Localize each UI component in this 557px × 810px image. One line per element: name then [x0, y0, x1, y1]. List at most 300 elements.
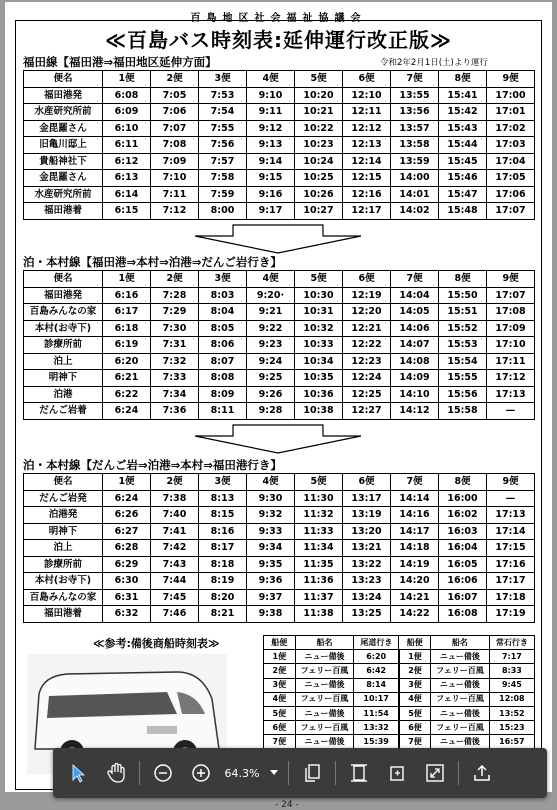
- departure-time: 17:18: [487, 589, 535, 606]
- stop-name: 泊上: [24, 540, 103, 557]
- departure-time: 7:32: [151, 353, 199, 370]
- route2-title: 泊・本村線【福田港⇒本村⇒泊港⇒だんご岩行き】: [23, 255, 282, 269]
- stop-name: 福田港発: [24, 287, 103, 304]
- table-row: [24, 120, 535, 137]
- departure-time: 14:09: [391, 370, 439, 387]
- departure-time: 7:11: [151, 186, 199, 203]
- departure-time: 9:16: [247, 186, 295, 203]
- departure-time: 10:35: [295, 370, 343, 387]
- zoom-out-icon[interactable]: [144, 754, 182, 792]
- departure-time: 8:15: [199, 507, 247, 524]
- departure-time: 16:06: [439, 573, 487, 590]
- departure-time: 16:08: [439, 606, 487, 623]
- departure-time: 9:15: [247, 170, 295, 187]
- departure-time: 17:03: [487, 137, 535, 154]
- select-arrow-icon[interactable]: [59, 754, 97, 792]
- departure-time: 10:33: [295, 337, 343, 354]
- departure-time: 8:00: [199, 203, 247, 220]
- departure-time: 7:08: [151, 137, 199, 154]
- departure-time: 8:11: [199, 403, 247, 420]
- column-header: 4便: [247, 71, 295, 88]
- table-row: [24, 104, 535, 121]
- departure-time: 6:13: [103, 170, 151, 187]
- departure-time: 8:13: [199, 490, 247, 507]
- ship-name: ニュー備後: [431, 678, 490, 692]
- departure-time: 9:20·: [247, 287, 295, 304]
- column-header: 常石行き: [489, 636, 534, 650]
- departure-time: 8:06: [199, 337, 247, 354]
- down-arrow-icon: [193, 424, 363, 454]
- departure-time: 6:20: [103, 353, 151, 370]
- departure-time: 17:15: [487, 540, 535, 557]
- departure-time: 9:37: [247, 589, 295, 606]
- departure-time: 6:10: [103, 120, 151, 137]
- ferry-trip: 5便: [399, 706, 431, 720]
- departure-time: 12:25: [343, 386, 391, 403]
- table-row: [24, 386, 535, 403]
- column-header: 1便: [103, 71, 151, 88]
- organization-name: 百島地区社会福祉協議会: [190, 13, 367, 24]
- departure-time: 17:07: [487, 203, 535, 220]
- departure-time: 9:35: [247, 556, 295, 573]
- departure-time: 17:06: [487, 186, 535, 203]
- departure-time: 6:15: [103, 203, 151, 220]
- departure-time: 7:30: [151, 320, 199, 337]
- ship-name: フェリー百風: [295, 692, 354, 706]
- table-row: [24, 287, 535, 304]
- table-row: [24, 523, 535, 540]
- departure-time: 8:20: [199, 589, 247, 606]
- departure-time: 9:36: [247, 573, 295, 590]
- departure-time: 6:17: [103, 304, 151, 321]
- ferry-time: 16:57: [489, 735, 534, 749]
- copy-icon[interactable]: [293, 754, 331, 792]
- departure-time: 9:33: [247, 523, 295, 540]
- departure-time: 10:32: [295, 320, 343, 337]
- departure-time: 14:19: [391, 556, 439, 573]
- departure-time: 16:05: [439, 556, 487, 573]
- ferry-trip: 3便: [399, 678, 431, 692]
- departure-time: 10:26: [295, 186, 343, 203]
- stop-name: 泊上: [24, 353, 103, 370]
- stop-name: 百島みんなの家: [24, 589, 103, 606]
- stop-name: 本村(お寺下): [24, 573, 103, 590]
- departure-time: 8:21: [199, 606, 247, 623]
- ship-name: ニュー備後: [431, 650, 490, 664]
- column-header: 5便: [295, 474, 343, 491]
- column-header: 便名: [24, 71, 103, 88]
- departure-time: 13:19: [343, 507, 391, 524]
- column-header: 8便: [439, 271, 487, 288]
- stop-name: 旧亀川邸上: [24, 137, 103, 154]
- departure-time: 6:21: [103, 370, 151, 387]
- ferry-trip: 5便: [264, 706, 296, 720]
- departure-time: 14:18: [391, 540, 439, 557]
- ferry-time: 6:42: [354, 664, 399, 678]
- table-row: [24, 556, 535, 573]
- stop-name: 金毘羅さん: [24, 120, 103, 137]
- table-row: [24, 186, 535, 203]
- departure-time: 6:19: [103, 337, 151, 354]
- departure-time: 12:10: [343, 87, 391, 104]
- route1-title: 福田線【福田港⇒福田地区延伸方面】: [23, 55, 217, 69]
- departure-time: 7:57: [199, 153, 247, 170]
- departure-time: 11:35: [295, 556, 343, 573]
- departure-time: 15:52: [439, 320, 487, 337]
- table-row: [264, 650, 535, 664]
- departure-time: 16:00: [439, 490, 487, 507]
- departure-time: 14:07: [391, 337, 439, 354]
- departure-time: 12:13: [343, 137, 391, 154]
- stop-name: 診療所前: [24, 337, 103, 354]
- table-row: [24, 589, 535, 606]
- departure-time: 6:24: [103, 403, 151, 420]
- column-header: 9便: [487, 71, 535, 88]
- route3-timetable: [23, 473, 535, 623]
- departure-time: 15:42: [439, 104, 487, 121]
- departure-time: 15:53: [439, 337, 487, 354]
- departure-time: 6:27: [103, 523, 151, 540]
- stop-name: 本村(お寺下): [24, 320, 103, 337]
- table-row: [24, 320, 535, 337]
- departure-time: 7:12: [151, 203, 199, 220]
- ferry-trip: 2便: [399, 664, 431, 678]
- departure-time: 13:58: [391, 137, 439, 154]
- departure-time: 17:11: [487, 353, 535, 370]
- column-header: 船便: [264, 636, 296, 650]
- departure-time: 10:27: [295, 203, 343, 220]
- departure-time: 15:44: [439, 137, 487, 154]
- table-row: [264, 735, 535, 749]
- ferry-time: 13:52: [489, 706, 534, 720]
- departure-time: 12:12: [343, 120, 391, 137]
- departure-time: 10:22: [295, 120, 343, 137]
- departure-time: 11:34: [295, 540, 343, 557]
- table-row: [24, 87, 535, 104]
- stop-name: 福田港着: [24, 606, 103, 623]
- departure-time: 17:07: [487, 287, 535, 304]
- column-header: 3便: [199, 474, 247, 491]
- departure-time: 7:43: [151, 556, 199, 573]
- departure-time: 14:22: [391, 606, 439, 623]
- column-header: 1便: [103, 271, 151, 288]
- ship-name: フェリー百風: [295, 664, 354, 678]
- departure-time: 16:04: [439, 540, 487, 557]
- column-header: 船名: [431, 636, 490, 650]
- departure-time: 9:13: [247, 137, 295, 154]
- departure-time: 9:34: [247, 540, 295, 557]
- departure-time: 7:42: [151, 540, 199, 557]
- table-row: [24, 507, 535, 524]
- departure-time: 12:19: [343, 287, 391, 304]
- departure-time: 7:31: [151, 337, 199, 354]
- departure-time: 6:12: [103, 153, 151, 170]
- departure-time: 8:16: [199, 523, 247, 540]
- ferry-time: 8:33: [489, 664, 534, 678]
- departure-time: 15:50: [439, 287, 487, 304]
- fullscreen-icon[interactable]: [416, 754, 454, 792]
- stop-name: 明神下: [24, 370, 103, 387]
- table-row: [24, 490, 535, 507]
- departure-time: 13:21: [343, 540, 391, 557]
- departure-time: 14:17: [391, 523, 439, 540]
- departure-time: 13:23: [343, 573, 391, 590]
- stop-name: 明神下: [24, 523, 103, 540]
- ferry-time: 7:17: [489, 650, 534, 664]
- departure-time: 14:12: [391, 403, 439, 420]
- ship-name: フェリー百風: [431, 692, 490, 706]
- departure-time: 14:01: [391, 186, 439, 203]
- departure-time: 7:40: [151, 507, 199, 524]
- departure-time: 7:09: [151, 153, 199, 170]
- departure-time: 9:17: [247, 203, 295, 220]
- route1-timetable: [23, 70, 535, 220]
- departure-time: 17:05: [487, 170, 535, 187]
- departure-time: 7:33: [151, 370, 199, 387]
- departure-time: 11:32: [295, 507, 343, 524]
- ferry-trip: 7便: [264, 735, 296, 749]
- departure-time: 10:21: [295, 104, 343, 121]
- column-header: 8便: [439, 71, 487, 88]
- stop-name: だんご岩発: [24, 490, 103, 507]
- departure-time: 9:28: [247, 403, 295, 420]
- departure-time: 15:47: [439, 186, 487, 203]
- column-header: 7便: [391, 474, 439, 491]
- ferry-trip: 7便: [399, 735, 431, 749]
- ferry-trip: 1便: [264, 650, 296, 664]
- ferry-time: 13:32: [354, 721, 399, 735]
- ferry-time: 6:20: [354, 650, 399, 664]
- departure-time: 6:31: [103, 589, 151, 606]
- departure-time: 13:56: [391, 104, 439, 121]
- departure-time: 7:46: [151, 606, 199, 623]
- departure-time: 17:13: [487, 386, 535, 403]
- departure-time: 6:22: [103, 386, 151, 403]
- column-header: 9便: [487, 474, 535, 491]
- departure-time: 7:28: [151, 287, 199, 304]
- column-header: 3便: [199, 71, 247, 88]
- departure-time: 15:43: [439, 120, 487, 137]
- departure-time: 9:38: [247, 606, 295, 623]
- departure-time: 9:32: [247, 507, 295, 524]
- departure-time: 17:10: [487, 337, 535, 354]
- departure-time: 11:33: [295, 523, 343, 540]
- pdf-viewer-toolbar: [53, 748, 547, 798]
- departure-time: 7:38: [151, 490, 199, 507]
- departure-time: 11:37: [295, 589, 343, 606]
- departure-time: 7:58: [199, 170, 247, 187]
- departure-time: 6:32: [103, 606, 151, 623]
- departure-time: 17:14: [487, 523, 535, 540]
- column-header: 7便: [391, 71, 439, 88]
- table-row: [264, 678, 535, 692]
- table-row: [24, 606, 535, 623]
- departure-time: 7:59: [199, 186, 247, 203]
- ferry-time: 11:54: [354, 706, 399, 720]
- table-row: [24, 337, 535, 354]
- departure-time: 14:20: [391, 573, 439, 590]
- zoom-in-icon[interactable]: [182, 754, 220, 792]
- departure-time: 13:59: [391, 153, 439, 170]
- table-row: [24, 170, 535, 187]
- ship-name: ニュー備後: [295, 678, 354, 692]
- departure-time: 17:01: [487, 104, 535, 121]
- departure-time: 7:44: [151, 573, 199, 590]
- departure-time: 12:22: [343, 337, 391, 354]
- departure-time: 14:06: [391, 320, 439, 337]
- departure-time: 7:34: [151, 386, 199, 403]
- share-icon[interactable]: [463, 754, 501, 792]
- departure-time: 11:30: [295, 490, 343, 507]
- column-header: 6便: [343, 71, 391, 88]
- departure-time: 7:54: [199, 104, 247, 121]
- departure-time: 7:06: [151, 104, 199, 121]
- departure-time: 6:18: [103, 320, 151, 337]
- document-page: [5, 2, 552, 810]
- departure-time: 14:21: [391, 589, 439, 606]
- departure-time: 14:05: [391, 304, 439, 321]
- departure-time: 12:16: [343, 186, 391, 203]
- departure-time: 15:51: [439, 304, 487, 321]
- effective-date-note: 令和2年2月1日(土)より運行: [380, 58, 488, 68]
- departure-time: 15:58: [439, 403, 487, 420]
- departure-time: 17:12: [487, 370, 535, 387]
- departure-time: 14:02: [391, 203, 439, 220]
- column-header: 2便: [151, 271, 199, 288]
- departure-time: 7:05: [151, 87, 199, 104]
- page-number: - 24 -: [275, 800, 299, 810]
- page-title: ≪百島バス時刻表:延伸運行改正版≫: [105, 28, 452, 52]
- departure-time: 6:09: [103, 104, 151, 121]
- departure-time: 7:56: [199, 137, 247, 154]
- table-row: [24, 153, 535, 170]
- stop-name: 福田港発: [24, 87, 103, 104]
- ferry-trip: 1便: [399, 650, 431, 664]
- column-header: 2便: [151, 71, 199, 88]
- column-header: 船便: [399, 636, 431, 650]
- departure-time: 17:17: [487, 573, 535, 590]
- ferry-time: 15:23: [489, 721, 534, 735]
- stop-name: 金毘羅さん: [24, 170, 103, 187]
- ferry-time: 12:08: [489, 692, 534, 706]
- departure-time: 6:14: [103, 186, 151, 203]
- departure-time: 15:55: [439, 370, 487, 387]
- departure-time: 9:30: [247, 490, 295, 507]
- rotate-icon[interactable]: [378, 754, 416, 792]
- departure-time: 9:21: [247, 304, 295, 321]
- departure-time: 14:16: [391, 507, 439, 524]
- departure-time: 15:46: [439, 170, 487, 187]
- fit-page-icon[interactable]: [340, 754, 378, 792]
- departure-time: 9:26: [247, 386, 295, 403]
- zoom-dropdown-icon[interactable]: [264, 754, 284, 792]
- table-row: [24, 403, 535, 420]
- departure-time: 16:02: [439, 507, 487, 524]
- ferry-trip: 4便: [399, 692, 431, 706]
- departure-time: 17:09: [487, 320, 535, 337]
- departure-time: 10:23: [295, 137, 343, 154]
- stop-name: 泊港発: [24, 507, 103, 524]
- zoom-level[interactable]: 64.3%: [224, 766, 260, 780]
- departure-time: 8:19: [199, 573, 247, 590]
- departure-time: 13:17: [343, 490, 391, 507]
- departure-time: 8:05: [199, 320, 247, 337]
- stop-name: 貴船神社下: [24, 153, 103, 170]
- departure-time: 15:41: [439, 87, 487, 104]
- departure-time: 9:24: [247, 353, 295, 370]
- departure-time: 13:22: [343, 556, 391, 573]
- column-header: 便名: [24, 271, 103, 288]
- table-row: [264, 692, 535, 706]
- departure-time: 12:15: [343, 170, 391, 187]
- stop-name: 福田港着: [24, 203, 103, 220]
- departure-time: 7:36: [151, 403, 199, 420]
- hand-tool-icon[interactable]: [97, 754, 135, 792]
- departure-time: 9:14: [247, 153, 295, 170]
- ship-name: ニュー備後: [295, 706, 354, 720]
- ship-name: ニュー備後: [431, 735, 490, 749]
- ferry-timetable: [263, 635, 535, 750]
- departure-time: 11:38: [295, 606, 343, 623]
- departure-time: 9:23: [247, 337, 295, 354]
- departure-time: 6:08: [103, 87, 151, 104]
- departure-time: 9:10: [247, 87, 295, 104]
- column-header: 5便: [295, 271, 343, 288]
- departure-time: 13:57: [391, 120, 439, 137]
- departure-time: 15:45: [439, 153, 487, 170]
- departure-time: 14:14: [391, 490, 439, 507]
- ship-name: フェリー百風: [295, 721, 354, 735]
- departure-time: 17:16: [487, 556, 535, 573]
- ferry-reference-title: ≪参考:備後商船時刻表≫: [93, 637, 220, 650]
- ferry-time: 8:14: [354, 678, 399, 692]
- ship-name: ニュー備後: [295, 650, 354, 664]
- departure-time: 9:12: [247, 120, 295, 137]
- departure-time: 14:08: [391, 353, 439, 370]
- departure-time: 14:00: [391, 170, 439, 187]
- ship-name: フェリー百風: [431, 664, 490, 678]
- column-header: 6便: [343, 474, 391, 491]
- departure-time: 14:10: [391, 386, 439, 403]
- departure-time: 8:07: [199, 353, 247, 370]
- departure-time: 10:24: [295, 153, 343, 170]
- departure-time: 12:27: [343, 403, 391, 420]
- departure-time: 7:45: [151, 589, 199, 606]
- column-header: 9便: [487, 271, 535, 288]
- column-header: 4便: [247, 271, 295, 288]
- departure-time: 7:10: [151, 170, 199, 187]
- departure-time: 12:20: [343, 304, 391, 321]
- column-header: 4便: [247, 474, 295, 491]
- table-row: [24, 353, 535, 370]
- ship-name: フェリー百風: [431, 721, 490, 735]
- departure-time: —: [487, 403, 535, 420]
- stop-name: 百島みんなの家: [24, 304, 103, 321]
- departure-time: 7:53: [199, 87, 247, 104]
- departure-time: 8:03: [199, 287, 247, 304]
- ferry-time: 9:45: [489, 678, 534, 692]
- departure-time: 12:14: [343, 153, 391, 170]
- departure-time: 17:02: [487, 120, 535, 137]
- stop-name: 泊港: [24, 386, 103, 403]
- departure-time: 12:24: [343, 370, 391, 387]
- route2-timetable: [23, 270, 535, 420]
- ferry-trip: 3便: [264, 678, 296, 692]
- ship-name: ニュー備後: [295, 735, 354, 749]
- departure-time: 7:07: [151, 120, 199, 137]
- departure-time: 17:19: [487, 606, 535, 623]
- departure-time: 9:22: [247, 320, 295, 337]
